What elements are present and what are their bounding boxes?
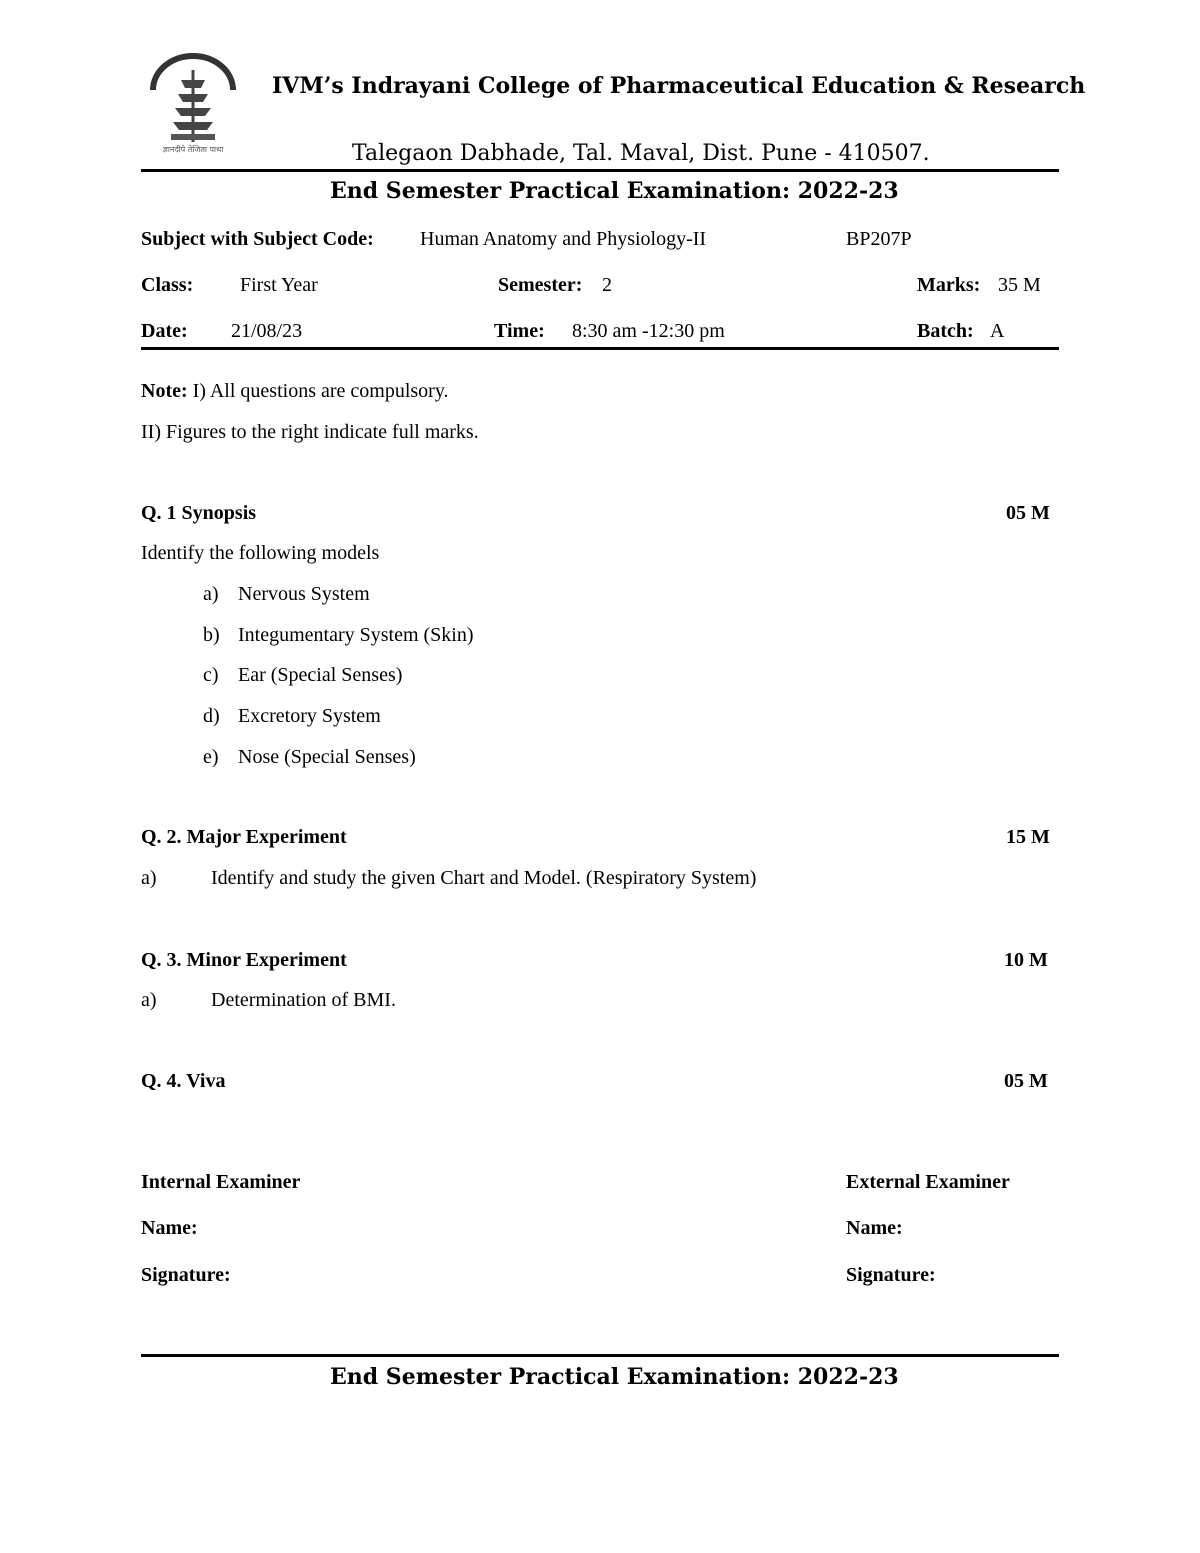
q1-title: Q. 1 Synopsis <box>141 502 257 524</box>
q3-item-mark: a) <box>141 989 157 1011</box>
q4-marks: 05 M <box>1004 1070 1048 1092</box>
q1-item-d-mark: d) <box>203 705 220 727</box>
note-line-1 <box>141 380 449 403</box>
semester-value: 2 <box>602 274 612 296</box>
subject-code: BP207P <box>846 228 912 250</box>
class-label: Class: <box>141 274 194 296</box>
batch-value: A <box>990 320 1005 342</box>
marks-value: 35 M <box>998 274 1041 296</box>
class-value: First Year <box>240 274 318 296</box>
note-text-1: I) All questions are compulsory. <box>192 380 449 402</box>
q1-item-e-text: Nose (Special Senses) <box>238 746 416 768</box>
q2-item-mark: a) <box>141 867 157 889</box>
q1-item-b-mark: b) <box>203 624 220 646</box>
footer-title: End Semester Practical Examination: 2022-23 <box>330 1364 899 1390</box>
note-label: Note: <box>141 380 188 402</box>
q1-item-b-text: Integumentary System (Skin) <box>238 624 474 646</box>
external-name-label: Name: <box>846 1217 903 1239</box>
internal-examiner-label: Internal Examiner <box>141 1171 301 1193</box>
subject-label: Subject with Subject Code: <box>141 228 374 250</box>
logo-motto: ज्ञानदीपे तेजिता पाथा <box>162 145 224 154</box>
q1-item-a-mark: a) <box>203 583 219 605</box>
college-logo <box>143 50 243 158</box>
subject-value: Human Anatomy and Physiology-II <box>420 228 707 250</box>
q1-item-a-text: Nervous System <box>238 583 370 605</box>
time-label: Time: <box>494 320 545 342</box>
q1-item-e-mark: e) <box>203 746 219 768</box>
header-rule <box>141 169 1059 172</box>
q2-title: Q. 2. Major Experiment <box>141 826 347 848</box>
note-line-2: II) Figures to the right indicate full marks. <box>141 421 479 443</box>
college-address: Talegaon Dabhade, Tal. Maval, Dist. Pune - 410507. <box>352 141 930 166</box>
date-label: Date: <box>141 320 188 342</box>
q3-marks: 10 M <box>1004 949 1048 971</box>
q1-intro: Identify the following models <box>141 542 380 564</box>
q1-item-c-mark: c) <box>203 664 219 686</box>
q2-marks: 15 M <box>1006 826 1050 848</box>
batch-label: Batch: <box>917 320 974 342</box>
marks-label: Marks: <box>917 274 981 296</box>
internal-name-label: Name: <box>141 1217 198 1239</box>
external-signature-label: Signature: <box>846 1264 936 1286</box>
external-examiner-label: External Examiner <box>846 1171 1010 1193</box>
date-value: 21/08/23 <box>231 320 303 342</box>
info-rule <box>141 347 1059 350</box>
college-name: IVM’s Indrayani College of Pharmaceutical Education & Research <box>272 73 1086 99</box>
footer-rule <box>141 1354 1059 1357</box>
time-value: 8:30 am -12:30 pm <box>572 320 725 342</box>
exam-title: End Semester Practical Examination: 2022-23 <box>330 178 899 204</box>
q1-item-d-text: Excretory System <box>238 705 381 727</box>
q1-marks: 05 M <box>1006 502 1050 524</box>
semester-label: Semester: <box>498 274 583 296</box>
q4-title: Q. 4. Viva <box>141 1070 226 1092</box>
q2-item-text: Identify and study the given Chart and Model. (Respiratory System) <box>211 867 757 889</box>
internal-signature-label: Signature: <box>141 1264 231 1286</box>
q3-item-text: Determination of BMI. <box>211 989 396 1011</box>
q3-title: Q. 3. Minor Experiment <box>141 949 347 971</box>
q1-item-c-text: Ear (Special Senses) <box>238 664 403 686</box>
